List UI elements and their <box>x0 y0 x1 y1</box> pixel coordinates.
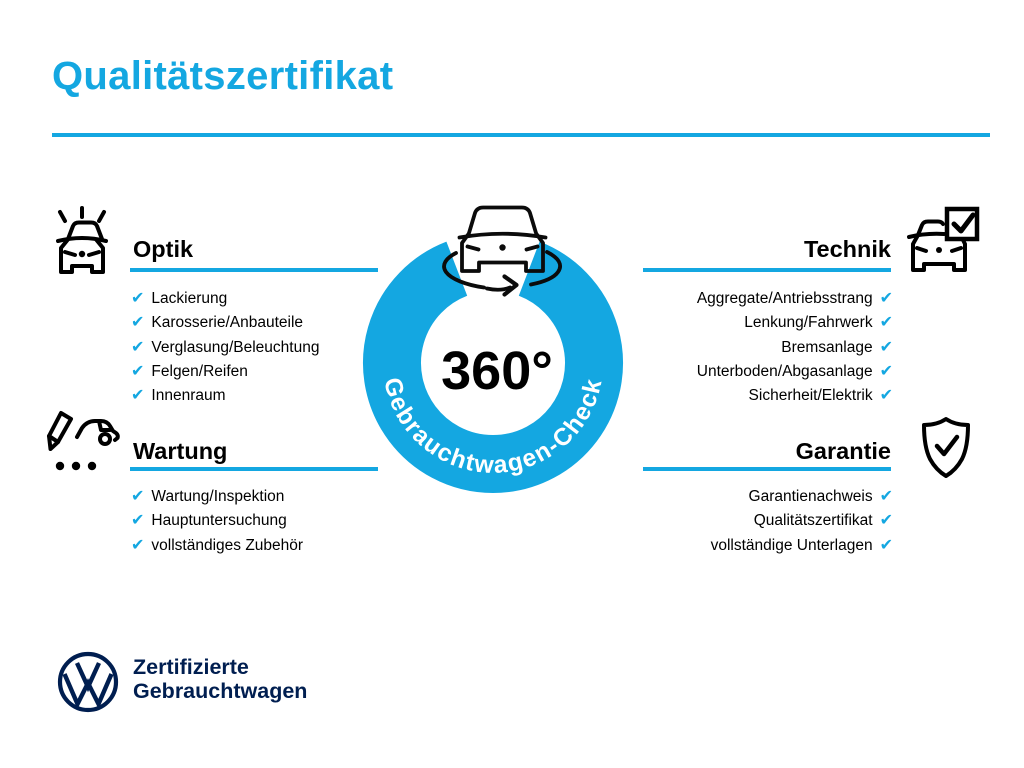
check-icon: ✔ <box>131 387 145 405</box>
check-icon: ✔ <box>879 488 893 506</box>
brand-wordmark <box>133 656 307 703</box>
section-heading-garantie: Garantie <box>795 438 891 464</box>
check-icon: ✔ <box>131 363 145 381</box>
check-item <box>711 485 893 509</box>
brand-line-2: Gebrauchtwagen <box>133 678 308 703</box>
check-icon: ✔ <box>879 387 893 405</box>
shiny-car-icon <box>44 204 120 280</box>
check-item <box>711 509 893 533</box>
section-underline-technik <box>643 268 891 272</box>
check-icon: ✔ <box>879 536 893 554</box>
check-item <box>131 384 319 408</box>
check-item-label: Verglasung/Beleuchtung <box>151 338 320 356</box>
car-rotation-icon <box>444 208 560 295</box>
check-icon: ✔ <box>879 363 893 381</box>
car-checkbox-icon <box>905 204 981 280</box>
check-item-label: Innenraum <box>151 387 226 405</box>
check-item-label: Karosserie/Anbauteile <box>151 314 304 332</box>
wartung-check-list <box>131 485 303 558</box>
check-icon: ✔ <box>131 512 145 530</box>
check-item-label: vollständiges Zubehör <box>151 536 304 554</box>
check-item <box>131 360 319 384</box>
section-heading-optik: Optik <box>133 236 194 262</box>
section-heading-wartung: Wartung <box>133 438 228 464</box>
check-item-label: Aggregate/Antriebsstrang <box>696 290 873 308</box>
optik-check-list <box>131 287 319 408</box>
check-item <box>697 384 893 408</box>
check-item <box>131 509 303 533</box>
check-item <box>131 311 319 335</box>
check-item <box>711 534 893 558</box>
check-item-label: Lackierung <box>151 290 228 308</box>
section-heading-technik: Technik <box>803 236 891 262</box>
check-item-label: Lenkung/Fahrwerk <box>744 314 873 332</box>
check-item <box>697 360 893 384</box>
check-icon: ✔ <box>879 338 893 356</box>
check-item <box>697 336 893 360</box>
check-item-label: Sicherheit/Elektrik <box>748 387 873 405</box>
check-item-label: Wartung/Inspektion <box>151 488 285 506</box>
check-item-label: Felgen/Reifen <box>151 363 248 381</box>
ring-label: Gebrauchtwagen-Check <box>378 374 608 480</box>
check-item <box>131 485 303 509</box>
service-pencil-car-icon <box>44 408 120 484</box>
check-item-label: Unterboden/Abgasanlage <box>696 363 873 381</box>
header-divider <box>52 133 990 137</box>
check-icon: ✔ <box>131 338 145 356</box>
section-underline-garantie <box>643 467 891 471</box>
check-item-label: Garantienachweis <box>748 488 873 506</box>
check-icon: ✔ <box>879 512 893 530</box>
degrees-label: 360° <box>441 341 553 401</box>
ring-360-badge <box>340 188 650 513</box>
check-item-label: Bremsanlage <box>781 338 873 356</box>
garantie-check-list <box>711 485 893 558</box>
check-item <box>131 336 319 360</box>
check-item-label: Hauptuntersuchung <box>151 512 287 530</box>
check-item <box>697 311 893 335</box>
shield-check-icon <box>915 414 977 480</box>
check-icon: ✔ <box>131 290 145 308</box>
check-icon: ✔ <box>131 314 145 332</box>
check-icon: ✔ <box>131 488 145 506</box>
check-icon: ✔ <box>879 314 893 332</box>
page-title: Qualitätszertifikat <box>52 54 394 98</box>
check-item <box>131 534 303 558</box>
check-item <box>131 287 319 311</box>
check-item <box>697 287 893 311</box>
technik-check-list <box>697 287 893 408</box>
brand-line-1: Zertifizierte <box>133 655 249 679</box>
vw-logo <box>56 650 120 714</box>
check-icon: ✔ <box>131 536 145 554</box>
check-item-label: Qualitätszertifikat <box>753 512 873 530</box>
check-icon: ✔ <box>879 290 893 308</box>
check-item-label: vollständige Unterlagen <box>710 536 873 554</box>
